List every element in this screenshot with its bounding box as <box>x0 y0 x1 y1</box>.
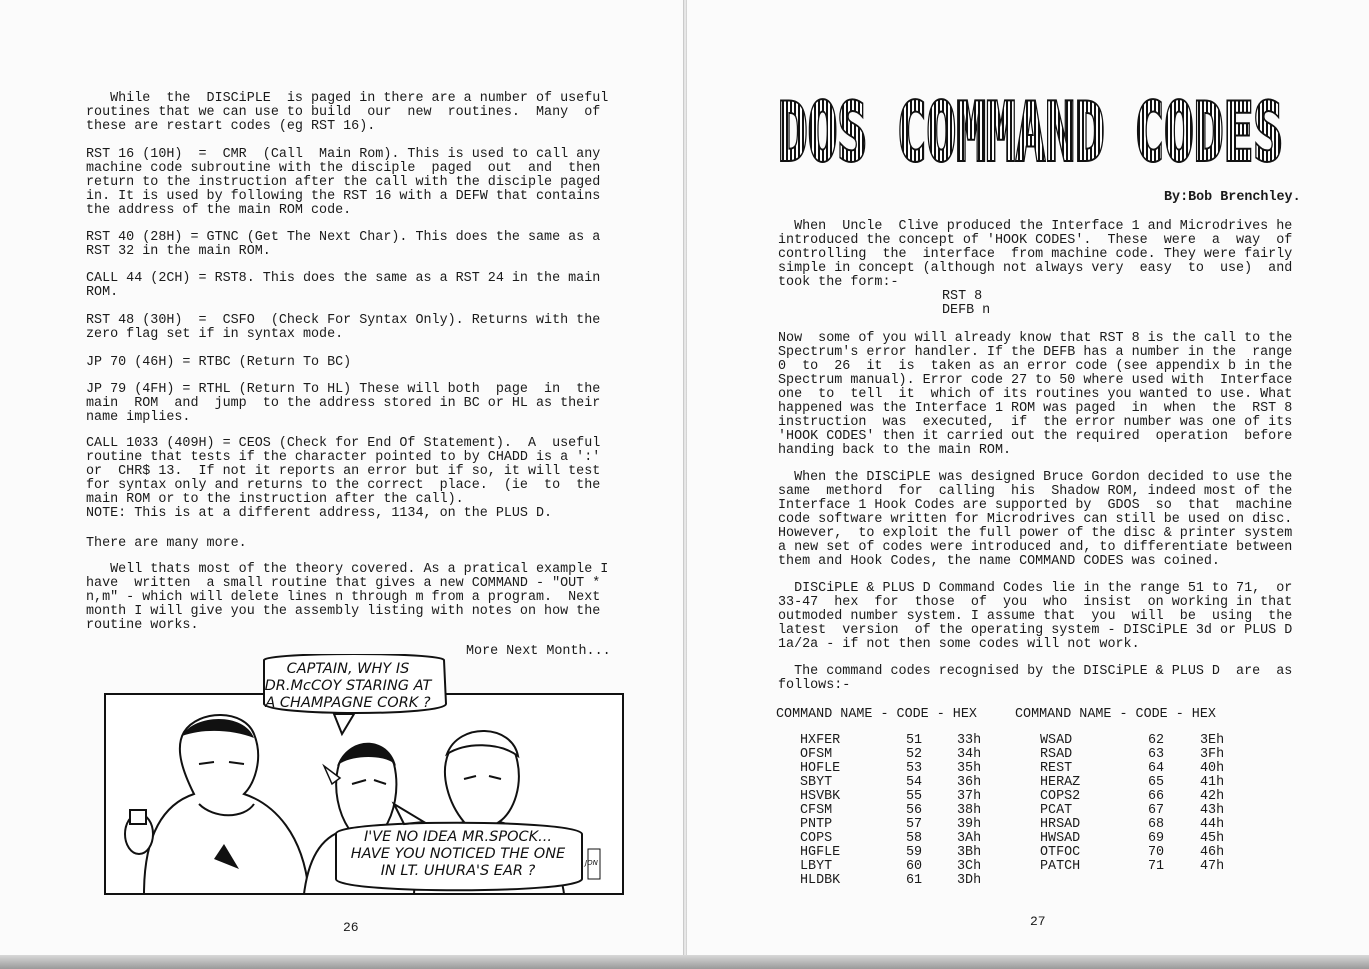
left-paragraph-many-more: There are many more. <box>86 536 247 551</box>
command-name: LBYT <box>800 859 833 874</box>
command-hex: 3Eh <box>1200 733 1225 748</box>
left-paragraph-rst48: RST 48 (30H) = CSFO (Check For Syntax Only). Returns with the zero flag set if in syntax mode. <box>86 313 601 342</box>
left-paragraph-summary: Well thats most of the theory covered. As a pratical example I have written a small routine that gives a new COMMAND - "OUT * n,m" - which will delete lines n through m from a program. Next month I will give you the assembly listing with notes on how the routine works. <box>86 562 609 633</box>
command-name: HGFLE <box>800 845 841 860</box>
command-hex: 40h <box>1200 761 1225 776</box>
command-name: PATCH <box>1040 859 1081 874</box>
command-code: 69 <box>1148 831 1165 846</box>
article-title <box>778 92 1283 170</box>
more-next-month: More Next Month... <box>466 644 611 659</box>
command-code: 66 <box>1148 789 1165 804</box>
command-hex: 47h <box>1200 859 1225 874</box>
command-name: REST <box>1040 761 1073 776</box>
command-hex: 35h <box>957 761 982 776</box>
table-row <box>800 846 1007 860</box>
table-row <box>1040 762 1250 776</box>
command-hex: 3Bh <box>957 845 982 860</box>
command-hex: 38h <box>957 803 982 818</box>
command-code: 60 <box>906 859 923 874</box>
command-hex: 34h <box>957 747 982 762</box>
right-paragraph-follows: The command codes recognised by the DISCiPLE & PLUS D are as follows:- <box>778 664 1293 693</box>
table-row <box>800 748 1007 762</box>
command-codes-table-right <box>1040 734 1250 874</box>
speech-bubble-top: CAPTAIN, WHY IS DR.McCOY STARING AT A CHAMPAGNE CORK ? <box>264 661 432 711</box>
command-code: 64 <box>1148 761 1165 776</box>
command-name: SBYT <box>800 775 833 790</box>
right-paragraph-rst8: Now some of you will already know that RST 8 is the call to the Spectrum's error handler. If the DEFB has a number in the range 0 to 26 it is taken as an error code (see appendix b in the Spectrum manual). Error code 27 to 50 where used with Interface one to tell it which of its routines you wanted to use. What happened was the Interface 1 ROM was paged in when the RST 8 instruction was executed, if the error number was one of its 'HOOK CODES' then it carried out the required operation before handing back to the main ROM. <box>778 331 1293 458</box>
table-row <box>1040 748 1250 762</box>
command-hex: 39h <box>957 817 982 832</box>
page-edge-shadow <box>0 955 1369 969</box>
table-row <box>1040 860 1250 874</box>
command-name: CFSM <box>800 803 833 818</box>
command-hex: 3Ch <box>957 859 982 874</box>
command-name: HLDBK <box>800 873 841 888</box>
table-row <box>1040 776 1250 790</box>
table-row <box>1040 846 1250 860</box>
command-code: 55 <box>906 789 923 804</box>
right-code-snippet: RST 8 DEFB n <box>942 289 991 318</box>
left-paragraph-rst16: RST 16 (10H) = CMR (Call Main Rom). This is used to call any machine code subroutine with the disciple paged out and then return to the instruction after the call with the disciple paged in. It is used by following the RST 16 with a DEFW that contains the address of the main ROM code. <box>86 147 601 218</box>
command-name: HSVBK <box>800 789 841 804</box>
command-name: PCAT <box>1040 803 1073 818</box>
left-paragraph-call44: CALL 44 (2CH) = RST8. This does the same as a RST 24 in the main ROM. <box>86 271 601 300</box>
command-name: HXFER <box>800 733 841 748</box>
command-name: COPS2 <box>1040 789 1081 804</box>
command-code: 57 <box>906 817 923 832</box>
table-row <box>800 832 1007 846</box>
command-name: RSAD <box>1040 747 1073 762</box>
table-header-right: COMMAND NAME - CODE - HEX <box>1015 707 1216 722</box>
table-row <box>1040 734 1250 748</box>
table-row <box>1040 832 1250 846</box>
left-paragraph-jp70: JP 70 (46H) = RTBC (Return To BC) <box>86 355 352 370</box>
command-codes-table-left <box>800 734 1007 888</box>
table-row <box>800 874 1007 888</box>
command-hex: 3Ah <box>957 831 982 846</box>
command-code: 59 <box>906 845 923 860</box>
page-number-left: 26 <box>343 920 359 935</box>
command-hex: 46h <box>1200 845 1225 860</box>
left-paragraph-rst40: RST 40 (28H) = GTNC (Get The Next Char). This does the same as a RST 32 in the main ROM. <box>86 230 601 259</box>
command-name: HOFLE <box>800 761 841 776</box>
command-hex: 3Fh <box>1200 747 1225 762</box>
table-row <box>800 790 1007 804</box>
command-code: 52 <box>906 747 923 762</box>
command-code: 63 <box>1148 747 1165 762</box>
command-code: 67 <box>1148 803 1165 818</box>
table-row <box>1040 818 1250 832</box>
command-hex: 3Dh <box>957 873 982 888</box>
command-name: OFSM <box>800 747 833 762</box>
book-gutter <box>683 0 687 969</box>
table-row <box>800 860 1007 874</box>
command-hex: 41h <box>1200 775 1225 790</box>
command-hex: 37h <box>957 789 982 804</box>
command-name: HRSAD <box>1040 817 1081 832</box>
command-code: 70 <box>1148 845 1165 860</box>
command-code: 68 <box>1148 817 1165 832</box>
table-row <box>800 776 1007 790</box>
table-row <box>800 804 1007 818</box>
artist-signature: JON <box>585 859 598 867</box>
table-row <box>800 762 1007 776</box>
command-hex: 42h <box>1200 789 1225 804</box>
command-hex: 45h <box>1200 831 1225 846</box>
command-name: COPS <box>800 831 833 846</box>
command-code: 71 <box>1148 859 1165 874</box>
command-code: 58 <box>906 831 923 846</box>
command-code: 65 <box>1148 775 1165 790</box>
table-row <box>800 734 1007 748</box>
table-header-left: COMMAND NAME - CODE - HEX <box>776 707 977 722</box>
command-name: OTFOC <box>1040 845 1081 860</box>
table-row <box>800 818 1007 832</box>
command-hex: 44h <box>1200 817 1225 832</box>
left-paragraph-call1033: CALL 1033 (409H) = CEOS (Check for End Of Statement). A useful routine that tests if the character pointed to by CHADD is a ':' or CHR$ 13. If not it reports an error but if so, it will test for syntax only and returns to the correct place. (ie to the main ROM or to the instruction after the call). NOTE: This is at a different address, 1134, on the PLUS D. <box>86 436 601 521</box>
command-hex: 36h <box>957 775 982 790</box>
left-paragraph-1: While the DISCiPLE is paged in there are a number of useful routines that we can use to build our new routines. Many of these are restart codes (eg RST 16). <box>86 91 609 134</box>
command-name: PNTP <box>800 817 833 832</box>
command-code: 53 <box>906 761 923 776</box>
right-paragraph-range: DISCiPLE & PLUS D Command Codes lie in the range 51 to 71, or 33-47 hex for those of you who insist on working in that outmoded number system. I assume that you will be using the latest version of the operating system - DISCiPLE 3d or PLUS D 1a/2a - if not then some codes will not work. <box>778 581 1293 652</box>
table-row <box>1040 804 1250 818</box>
command-code: 62 <box>1148 733 1165 748</box>
page-number-right: 27 <box>1030 914 1046 929</box>
command-hex: 33h <box>957 733 982 748</box>
command-code: 56 <box>906 803 923 818</box>
table-row <box>1040 790 1250 804</box>
right-paragraph-disciple: When the DISCiPLE was designed Bruce Gordon decided to use the same methord for calling his Shadow ROM, indeed most of the Interface 1 Hook Codes are supported by GDOS so that machine code software written for Microdrives can still be used on disc. However, to exploit the full power of the disc & printer system a new set of codes were introduced and, to differentiate between them and Hook Codes, the name COMMAND CODES was coined. <box>778 470 1293 569</box>
svg-text:DOS COMMAND CODES: DOS COMMAND CODES <box>778 92 1283 170</box>
command-name: HERAZ <box>1040 775 1081 790</box>
left-paragraph-jp79: JP 79 (4FH) = RTHL (Return To HL) These will both page in the main ROM and jump to the address stored in BC or HL as their name implies. <box>86 382 601 425</box>
command-hex: 43h <box>1200 803 1225 818</box>
speech-bubble-bottom: I'VE NO IDEA MR.SPOCK... HAVE YOU NOTICED THE ONE IN LT. UHURA'S EAR ? <box>350 829 566 879</box>
command-name: WSAD <box>1040 733 1073 748</box>
command-name: HWSAD <box>1040 831 1081 846</box>
command-code: 61 <box>906 873 923 888</box>
byline: By:Bob Brenchley. <box>1164 190 1301 205</box>
command-code: 51 <box>906 733 923 748</box>
right-paragraph-intro: When Uncle Clive produced the Interface 1 and Microdrives he introduced the concept of 'HOOK CODES'. These were a way of controlling the interface from machine code. They were fairly simple in concept (although not always very easy to use) and took the form:- <box>778 219 1293 290</box>
command-code: 54 <box>906 775 923 790</box>
